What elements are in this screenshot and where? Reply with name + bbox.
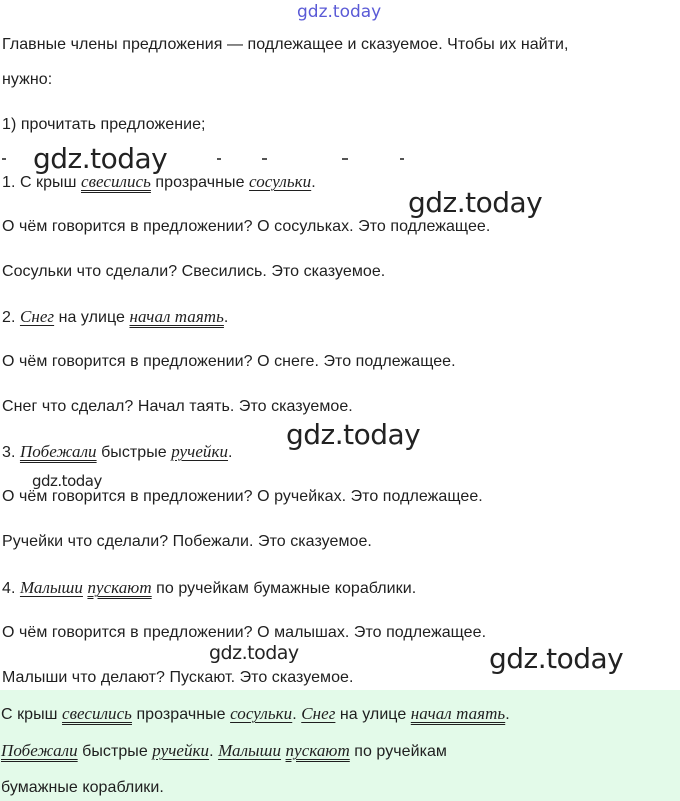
sentence-2-question-predicate: Снег что сделал? Начал таять. Это сказуемое. — [2, 398, 353, 415]
sentence-3-subject: ручейки — [171, 442, 229, 461]
answer-block — [0, 690, 680, 801]
sentence-3-end: . — [228, 444, 233, 461]
watermark: gdz.today — [286, 418, 421, 451]
answer-text: по ручейкам — [349, 743, 447, 760]
answer-text: С крыш — [1, 706, 63, 723]
sentence-1-question-predicate: Сосульки что сделали? Свесились. Это сказуемое. — [2, 263, 386, 280]
answer-subject-2: Снег — [301, 704, 336, 723]
watermark: gdz.today — [489, 642, 624, 675]
sentence-1-mid: прозрачные — [150, 174, 250, 191]
sentence-3-mid: быстрые — [96, 444, 172, 461]
sentence-1-question-subject: О чём говорится в предложении? О сосульках. Это подлежащее. — [2, 218, 491, 235]
watermark: gdz.today — [209, 642, 299, 664]
sentence-2-question-subject: О чём говорится в предложении? О снеге. Это подлежащее. — [2, 353, 456, 370]
watermark: gdz.today — [33, 142, 168, 175]
watermark-top: gdz.today — [297, 2, 382, 22]
sentence-4-predicate: пускают — [87, 578, 152, 597]
answer-line-3: бумажные кораблики. — [1, 779, 164, 796]
answer-line-1 — [1, 704, 510, 725]
step-1: 1) прочитать предложение; — [2, 116, 206, 133]
sentence-1 — [2, 172, 316, 193]
answer-text: на улице — [335, 706, 411, 723]
sentence-2-end: . — [223, 309, 229, 326]
sentence-3-predicate: Побежали — [19, 442, 97, 461]
intro-line-1: Главные члены предложения — подлежащее и сказуемое. Чтобы их найти, — [2, 36, 569, 53]
sentence-2-mid: на улице — [54, 309, 130, 326]
sentence-4-question-predicate: Малыши что делают? Пускают. Это сказуемое. — [2, 669, 354, 686]
sentence-1-end: . — [311, 174, 316, 191]
watermark: gdz.today — [32, 472, 102, 490]
answer-line-2 — [1, 741, 447, 762]
sentence-2-subject: Снег — [19, 307, 55, 326]
sentence-3 — [2, 442, 233, 463]
answer-text: прозрачные — [131, 706, 231, 723]
answer-predicate-1: свесились — [62, 704, 132, 723]
sentence-4-subject: Малыши — [19, 578, 83, 597]
answer-predicate-3: Побежали — [1, 741, 78, 760]
intro-line-2: нужно: — [2, 71, 53, 88]
answer-predicate-4: пускают — [285, 741, 350, 760]
answer-text: быстрые — [77, 743, 153, 760]
sentence-3-question-predicate: Ручейки что сделали? Побежали. Это сказуемое. — [2, 533, 372, 550]
answer-subject-1: сосульки — [230, 704, 293, 723]
sentence-2 — [2, 307, 228, 328]
sentence-3-question-subject: О чём говорится в предложении? О ручейках. Это подлежащее. — [2, 488, 483, 505]
answer-text: . — [505, 706, 510, 723]
sentence-4-number: 4. — [2, 580, 20, 597]
sentence-2-number: 2. — [2, 309, 20, 326]
sentence-1-pre: С крыш — [19, 174, 81, 191]
answer-subject-4: Малыши — [218, 741, 282, 760]
answer-subject-3: ручейки — [152, 741, 210, 760]
sentence-4-question-subject: О чём говорится в предложении? О малышах. Это подлежащее. — [2, 624, 487, 641]
watermark: gdz.today — [408, 186, 543, 219]
answer-text: . — [292, 706, 302, 723]
sentence-1-predicate: свесились — [80, 172, 151, 191]
sentence-3-number: 3. — [2, 444, 20, 461]
sentence-4 — [2, 578, 416, 599]
sentence-4-rest: по ручейкам бумажные кораблики. — [151, 580, 417, 597]
sentence-1-number: 1. — [2, 174, 20, 191]
sentence-2-predicate: начал таять — [129, 307, 224, 326]
answer-text: . — [209, 743, 219, 760]
sentence-1-subject: сосульки — [249, 172, 312, 191]
answer-predicate-2: начал таять — [410, 704, 506, 723]
